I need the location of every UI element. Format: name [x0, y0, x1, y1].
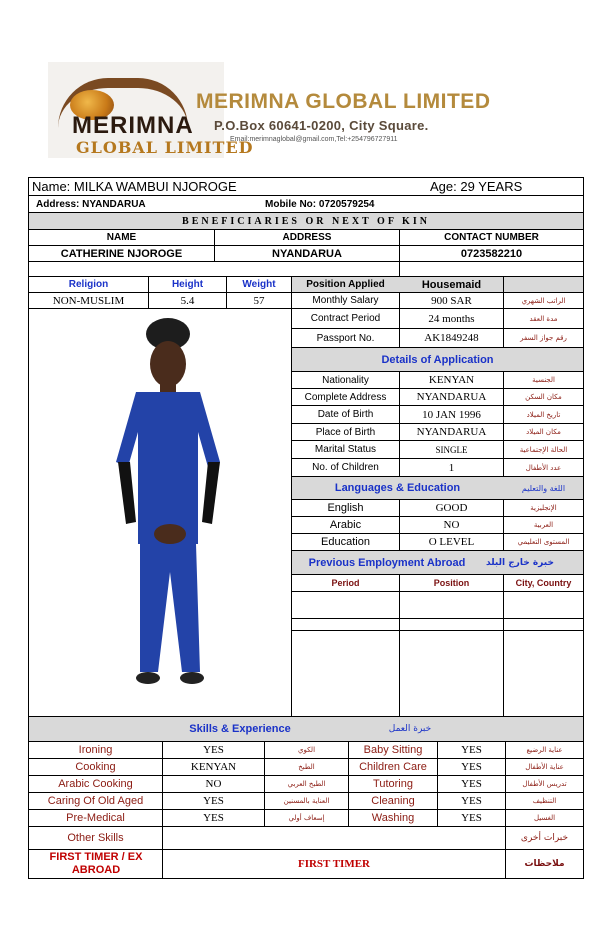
employment-title-arabic: خبرة خارج البلد	[486, 557, 554, 568]
contract-period-label: Contract Period	[310, 313, 381, 324]
beneficiary-name: CATHERINE NJOROGE	[60, 247, 183, 260]
pob-arabic: مكان الميلاد	[526, 428, 561, 436]
skill-washing-label: Washing	[371, 812, 415, 824]
skill-premedical-label: Pre-Medical	[66, 812, 125, 824]
employment-col-position: Position	[433, 578, 470, 588]
company-name: MERIMNA GLOBAL LIMITED	[196, 90, 491, 113]
position-value: Housemaid	[421, 278, 482, 291]
passport-label: Passport No.	[316, 332, 375, 344]
dob-value: 10 JAN 1996	[422, 408, 481, 421]
application-title: Details of Application	[381, 353, 494, 366]
education-arabic: المستوى التعليمي	[517, 538, 570, 546]
skill-ironing-value: YES	[203, 744, 224, 756]
education-label: Education	[321, 536, 370, 548]
nationality-arabic: الجنسية	[532, 376, 555, 384]
skill-arabic-cooking-arabic: الطبخ العربي	[287, 780, 326, 788]
skill-tutoring-label: Tutoring	[373, 778, 413, 790]
skill-tutoring-value: YES	[461, 778, 482, 790]
beneficiary-col-contact: CONTACT NUMBER	[444, 232, 539, 243]
skill-old-aged-value: YES	[203, 795, 224, 807]
arabic-value: NO	[443, 519, 460, 531]
languages-title-arabic: اللغة والتعليم	[521, 483, 566, 493]
languages-title: Languages & Education	[334, 482, 461, 494]
remarks-arabic: ملاحظات	[524, 859, 565, 869]
other-skills-arabic: خبرات أخرى	[520, 833, 569, 843]
company-pobox: P.O.Box 60641-0200, City Square.	[214, 118, 429, 133]
contract-period-value: 24 months	[428, 312, 475, 325]
children-value: 1	[448, 461, 455, 474]
skill-premedical-arabic: إسعاف أولي	[288, 814, 325, 822]
passport-value: AK1849248	[424, 332, 479, 344]
skill-tutoring-arabic: تدريس الأطفال	[522, 780, 567, 788]
salary-value: 900 SAR	[431, 294, 472, 307]
skill-ironing-label: Ironing	[78, 744, 113, 756]
skill-cleaning-label: Cleaning	[371, 795, 415, 807]
religion-value: NON-MUSLIM	[52, 294, 125, 307]
beneficiary-col-address: ADDRESS	[282, 232, 332, 243]
skill-childcare-value: YES	[461, 761, 482, 773]
other-skills-label: Other Skills	[67, 832, 124, 844]
children-label: No. of Children	[312, 462, 379, 473]
height-label: Height	[171, 279, 204, 290]
skill-childcare-arabic: عناية الأطفال	[525, 763, 564, 771]
first-timer-label: FIRST TIMER / EX ABROAD	[49, 851, 143, 876]
skill-ironing-arabic: الكوي	[297, 746, 316, 754]
beneficiary-address: NYANDARUA	[272, 247, 342, 260]
dob-label: Date of Birth	[317, 409, 374, 420]
passport-arabic: رقم جواز السفر	[520, 334, 567, 342]
beneficiary-title: BENEFICIARIES OR NEXT OF KIN	[182, 215, 430, 227]
english-value: GOOD	[435, 502, 468, 514]
employment-title: Previous Employment Abroad	[308, 556, 466, 569]
religion-label: Religion	[68, 279, 109, 290]
skill-arabic-cooking-value: NO	[205, 778, 222, 790]
skill-babysitting-label: Baby Sitting	[363, 744, 423, 756]
skills-title: Skills & Experience	[189, 723, 291, 735]
skill-cooking-arabic: الطبخ	[298, 763, 315, 771]
skill-childcare-label: Children Care	[359, 761, 427, 773]
nationality-label: Nationality	[322, 374, 369, 386]
marital-status-value: SINGLE	[435, 444, 468, 455]
logo-text: MERIMNA	[72, 112, 194, 139]
skill-cleaning-arabic: التنظيف	[532, 797, 557, 805]
english-arabic: الإنجليزية	[530, 504, 557, 512]
candidate-age: Age: 29 YEARS	[430, 179, 523, 194]
pob-value: NYANDARUA	[416, 426, 487, 438]
marital-status-arabic: الحالة الإجتماعية	[519, 445, 568, 454]
skills-title-arabic: خبرة العمل	[388, 724, 432, 734]
height-value: 5.4	[180, 294, 195, 307]
complete-address-value: NYANDARUA	[416, 391, 487, 403]
candidate-address: Address: NYANDARUA	[36, 198, 146, 210]
salary-arabic: الراتب الشهري	[521, 296, 566, 305]
dob-arabic: تاريخ الميلاد	[526, 410, 561, 419]
logo-subtext: GLOBAL LIMITED	[76, 138, 254, 157]
skill-cooking-label: Cooking	[75, 761, 116, 773]
skill-cleaning-value: YES	[461, 795, 482, 807]
company-email: Email:merimnaglobal@gmail.com,Tel:+254796727911	[230, 136, 398, 143]
skill-washing-value: YES	[461, 812, 482, 824]
candidate-photo	[90, 312, 240, 712]
skill-arabic-cooking-label: Arabic Cooking	[58, 778, 133, 790]
education-value: O LEVEL	[428, 536, 475, 548]
nationality-value: KENYAN	[428, 374, 475, 386]
skill-premedical-value: YES	[203, 812, 224, 824]
skill-old-aged-arabic: العناية بالمسنين	[283, 797, 330, 805]
candidate-mobile: Mobile No: 0720579254	[265, 198, 375, 210]
complete-address-arabic: مكان السكن	[525, 393, 562, 401]
weight-label: Weight	[242, 279, 276, 290]
candidate-name: Name: MILKA WAMBUI NJOROGE	[32, 179, 237, 194]
position-label: Position Applied	[306, 279, 385, 290]
employment-col-city: City, Country	[515, 578, 572, 588]
skill-babysitting-arabic: عناية الرضيع	[526, 746, 563, 754]
children-arabic: عدد الأطفال	[525, 463, 562, 472]
employment-col-period: Period	[331, 578, 360, 588]
first-timer-value: FIRST TIMER	[297, 858, 371, 870]
weight-value: 57	[253, 294, 265, 307]
marital-status-label: Marital Status	[314, 444, 377, 455]
arabic-label: Arabic	[329, 519, 362, 531]
complete-address-label: Complete Address	[304, 391, 387, 403]
english-label: English	[327, 502, 364, 514]
beneficiary-col-name: NAME	[106, 232, 137, 243]
contract-period-arabic: مدة العقد	[529, 314, 558, 323]
skill-washing-arabic: الغسيل	[533, 814, 556, 822]
skill-babysitting-value: YES	[461, 744, 482, 756]
pob-label: Place of Birth	[315, 426, 376, 438]
arabic-arabic: العربية	[533, 521, 554, 529]
skill-old-aged-label: Caring Of Old Aged	[47, 795, 144, 807]
skill-cooking-value: KENYAN	[190, 761, 237, 773]
salary-label: Monthly Salary	[312, 295, 379, 306]
beneficiary-contact: 0723582210	[460, 247, 523, 260]
